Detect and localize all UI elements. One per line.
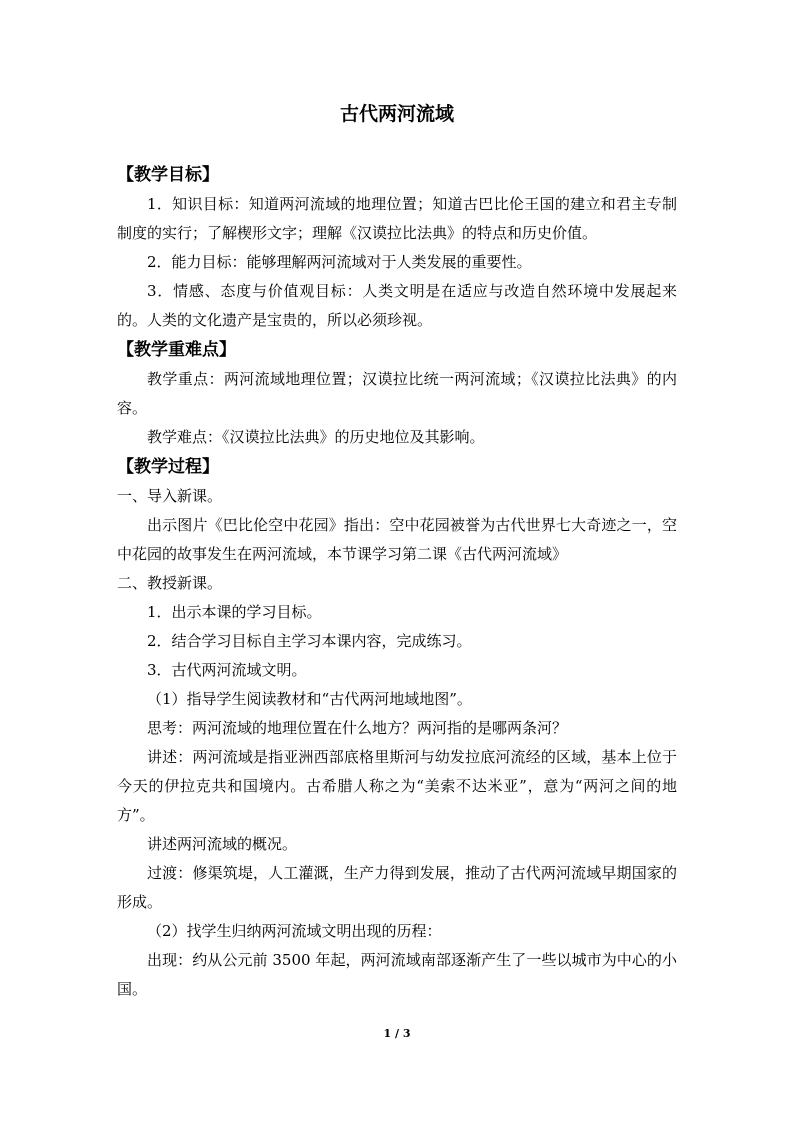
teaching-difficulty: 教学难点：《汉谟拉比法典》的历史地位及其影响。 [147,428,485,446]
teaching-focus: 教学重点：两河流域地理位置；汉谟拉比统一两河流域；《汉谟拉比法典》的内容。 [117,370,677,417]
sub-item-read-map: （1）指导学生阅读教材和“古代两河地域地图”。 [147,690,472,708]
document-title: 古代两河流域 [339,103,454,125]
goal-values: 3．情感、态度与价值观目标：人类文明是在适应与改造自然环境中发展起来的。人类的文化遗产是宝贵的，所以必须珍视。 [117,282,677,329]
sub-item-summarize: （2）找学生归纳两河流域文明出现的历程： [147,922,442,940]
step-intro-heading: 一、导入新课。 [117,487,223,505]
page-number: 1 / 3 [383,1027,411,1040]
goal-ability: 2．能力目标：能够理解两河流域对于人类发展的重要性。 [147,253,532,271]
list-item: 1．出示本课的学习目标。 [147,603,322,621]
list-item: 3．古代两河流域文明。 [147,661,307,679]
section-heading-goals: 【教学目标】 [117,165,219,185]
goal-knowledge: 1．知识目标：知道两河流域的地理位置；知道古巴比伦王国的建立和君主专制制度的实行；了解楔形文字；理解《汉谟拉比法典》的特点和历史价值。 [117,195,677,242]
document-body [117,160,677,1004]
step-intro-text: 出示图片《巴比伦空中花园》指出：空中花园被誉为古代世界七大奇迹之一，空中花园的故事发生在两河流域，本节课学习第二课《古代两河流域》 [117,516,677,563]
explain-text: 讲述：两河流域是指亚洲西部底格里斯河与幼发拉底河流经的区域，基本上位于今天的伊拉克共和国境内。古希腊人称之为“美索不达米亚”，意为“两河之间的地方”。 [117,748,677,824]
emergence-text: 出现：约从公元前 3500 年起，两河流域南部逐渐产生了一些以城市为中心的小国。 [117,951,677,998]
section-heading-keypoints: 【教学重难点】 [117,340,236,360]
list-item: 2．结合学习目标自主学习本课内容，完成练习。 [147,632,472,650]
overview-text: 讲述两河流域的概况。 [147,835,298,853]
step-teach-heading: 二、教授新课。 [117,574,223,592]
section-heading-process: 【教学过程】 [117,457,219,477]
transition-text: 过渡：修渠筑堤，人工灌溉，生产力得到发展，推动了古代两河流域早期国家的形成。 [117,864,677,911]
think-question: 思考：两河流域的地理位置在什么地方？两河指的是哪两条河？ [147,719,568,737]
